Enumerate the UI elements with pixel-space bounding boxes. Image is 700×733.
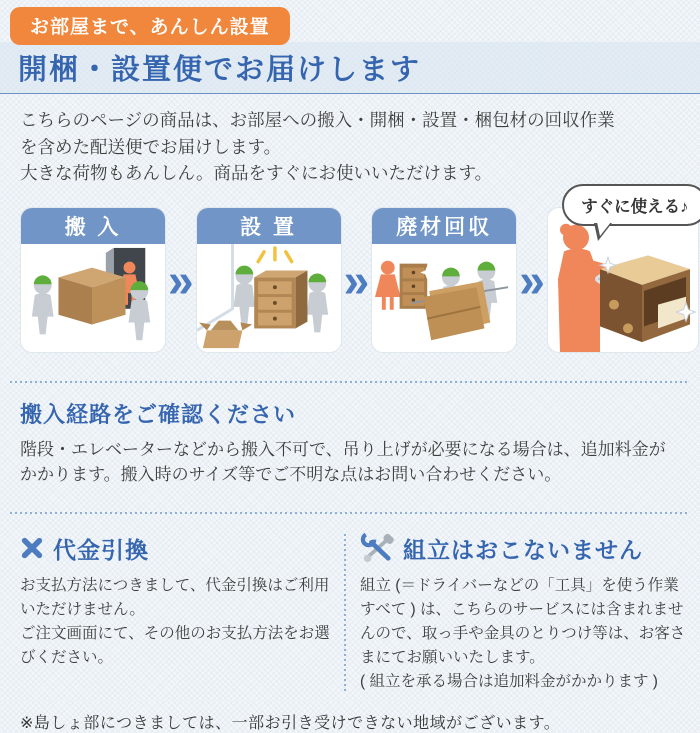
cod-text-1: お支払方法につきまして、代金引換はご利用いただけません。 [20, 576, 330, 618]
tools-icon [360, 533, 394, 563]
intro-line-2: 大きな荷物もあんしん。商品をすぐにお使いいただけます。 [20, 163, 493, 184]
intro-text [0, 94, 700, 191]
step-label-waste-collection: 廃材回収 [372, 208, 516, 244]
cod-heading [20, 532, 332, 565]
speech-bubble: すぐに使える♪ [562, 184, 700, 226]
step-panel-carry-in [20, 207, 166, 353]
delivery-steps [0, 191, 700, 353]
cod-title: 代金引換 [53, 536, 149, 563]
dotted-vertical-divider [344, 534, 346, 694]
ready-to-use-illustration [548, 208, 698, 352]
islands-note: ※島しょ部につきましては、一部お引き受けできない地域がございます。 [20, 714, 561, 732]
carry-in-illustration [21, 244, 165, 352]
assembly-body [360, 574, 686, 694]
route-check-body: 階段・エレベーターなどから搬入不可で、吊り上げが必要になる場合は、追加料金がかかります。搬入時のサイズ等でご不明な点はお問い合わせください。 [20, 439, 666, 485]
section-header [0, 42, 700, 94]
page-title: 開梱・設置便でお届けします [18, 54, 422, 86]
step-label-carry-in: 搬 入 [21, 208, 165, 244]
assembly-column [360, 532, 686, 694]
step-arrow-icon: » [519, 252, 545, 308]
step-panel-setup [196, 207, 342, 353]
step-arrow-icon: » [343, 252, 370, 308]
cod-column [20, 532, 332, 694]
route-check-title: 搬入経路をご確認ください [20, 401, 297, 427]
waste-collection-illustration [372, 244, 516, 352]
top-bar [0, 0, 700, 42]
setup-illustration [197, 244, 341, 352]
step-panel-waste-collection [371, 207, 517, 353]
intro-line-1: こちらのページの商品は、お部屋への搬入・開梱・設置・梱包材の回収作業を含めた配送便でお届けします。 [20, 110, 615, 157]
step-panel-ready [547, 197, 699, 353]
step-label-setup: 設 置 [197, 208, 341, 244]
assembly-text: 組立 (＝ドライバーなどの「工具」を使う作業すべて ) は、こちらのサービスには含まれませんので、取っ手や金具のとりつけ等は、お客さまにてお願いいたします。 [360, 576, 686, 666]
assembly-title: 組立はおこないません [403, 536, 643, 563]
cross-icon [20, 536, 44, 560]
reassurance-badge: お部屋まで、あんしん設置 [10, 7, 290, 45]
cod-body [20, 574, 332, 670]
cod-text-2: ご注文画面にて、その他のお支払方法をお選びください。 [20, 624, 330, 666]
assembly-note: ( 組立を承る場合は追加料金がかかります ) [360, 672, 658, 690]
assembly-heading [360, 532, 686, 565]
notes-columns [0, 514, 700, 694]
route-check-section [0, 383, 700, 496]
step-arrow-icon: » [168, 252, 194, 308]
